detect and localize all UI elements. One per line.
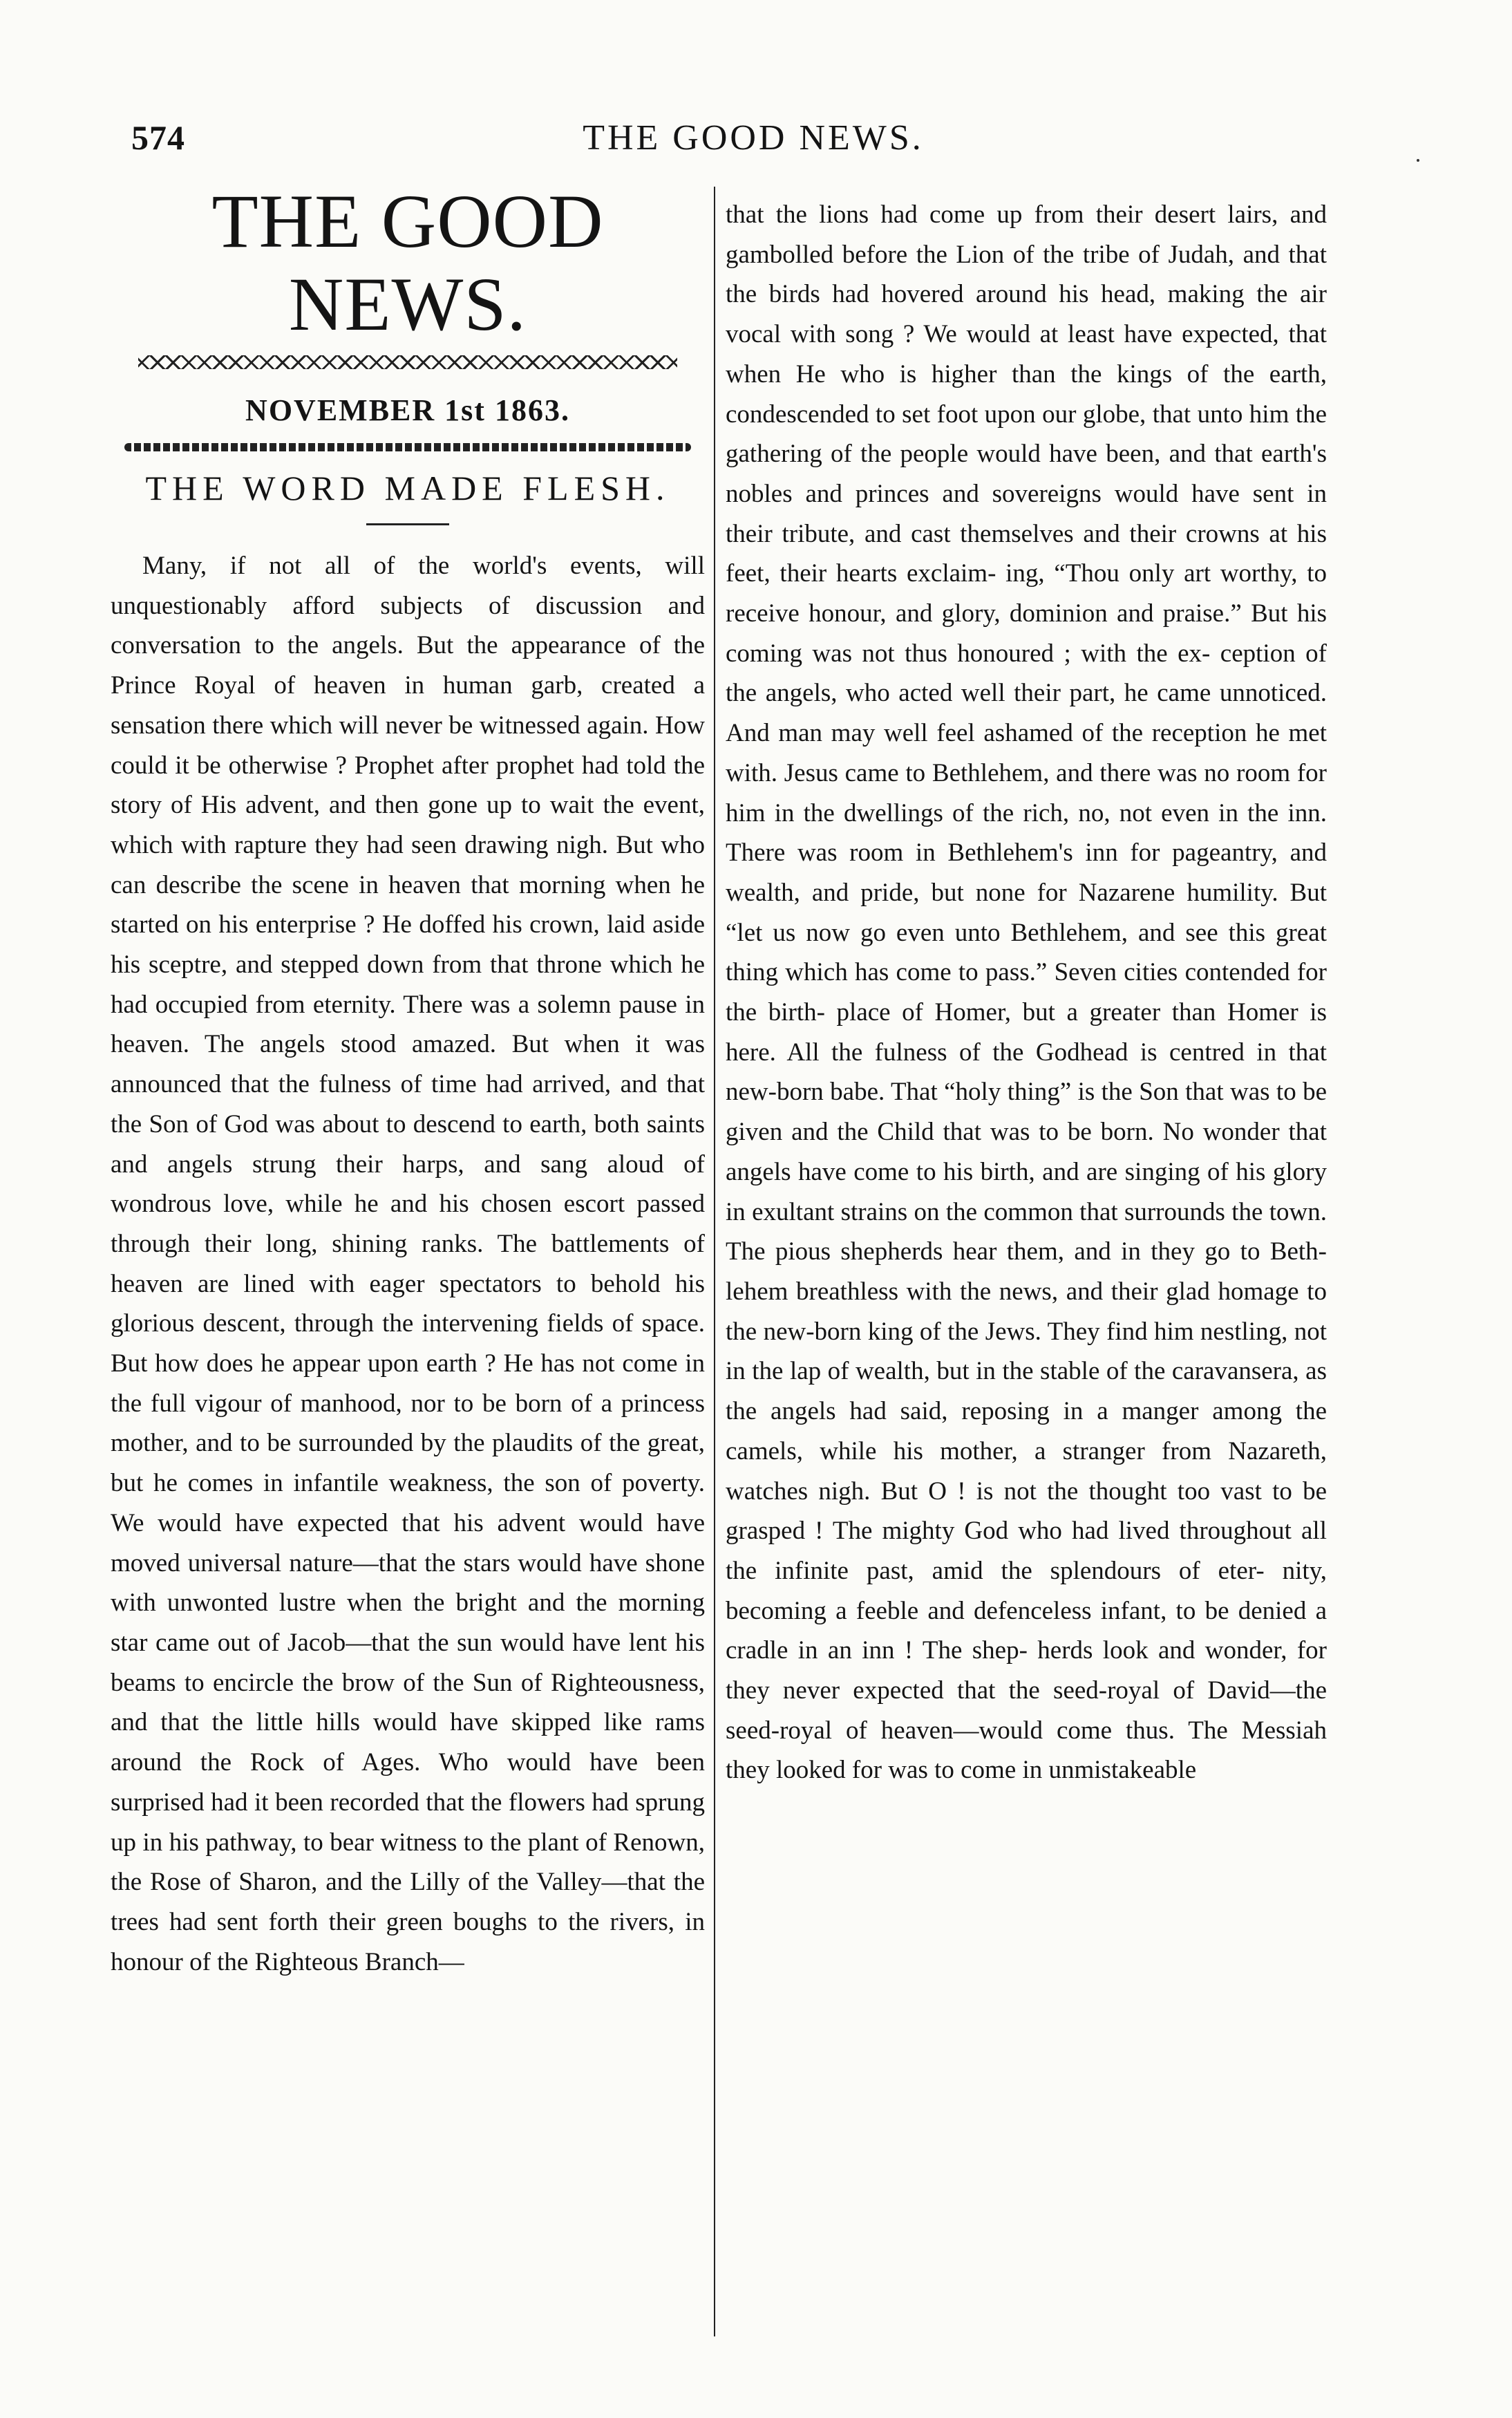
ornament-rule (138, 355, 677, 369)
left-column (111, 180, 705, 1982)
article-body-left: Many, if not all of the world's events, will unquestionably afford subjects of discussion and conversation to the angels. But the appearance of the Prince Royal of heaven in human garb, created a sensation there which will never be witnessed again. How could it be otherwise ? Prophet after prophet had told the story of His advent, and then gone up to wait the event, which with rapture they had seen drawing nigh. But who can describe the scene in heaven that morning when he started on his enterprise ? He doffed his crown, laid aside his sceptre, and stepped down from that throne which he had occupied from eternity. There was a solemn pause in heaven. The angels stood amazed. But when it was announced that the fulness of time had arrived, and that the Son of God was about to descend to earth, both saints and angels strung their harps, and sang aloud of wondrous love, while he and his chosen escort passed through their long, shining ranks. The battlements of heaven are lined with eager spectators to behold his glorious descent, through the intervening fields of space. But how does he appear upon earth ? He has not come in the full vigour of manhood, nor to be born of a princess mother, and to be surrounded by the plaudits of the great, but he comes in infantile weakness, the son of poverty. We would have expected that his advent would have moved universal nature—that the stars would have shone with unwonted lustre when the bright and the morning star came out of Jacob—that the sun would have lent his beams to encircle the brow of the Sun of Righteousness, and that the little hills would have skipped like rams around the Rock of Ages. Who would have been surprised had it been recorded that the flowers had sprung up in his pathway, to bear witness to the plant of Renown, the Rose of Sharon, and the Lilly of the Valley—that the trees had sent forth their green boughs to the rivers, in honour of the Righteous Branch— (111, 552, 705, 1976)
print-speck (1417, 159, 1419, 162)
page-number: 574 (131, 118, 185, 157)
column-divider (714, 187, 715, 2336)
article-title: THE WORD MADE FLESH. (145, 469, 670, 507)
title-rule (366, 523, 449, 525)
right-column (726, 195, 1327, 1790)
running-title: THE GOOD NEWS. (583, 118, 924, 158)
ornament-rule-2 (124, 443, 691, 451)
masthead-title: THE GOOD NEWS. (211, 179, 604, 346)
running-head (111, 118, 1396, 166)
issue-date: NOVEMBER 1st 1863. (245, 393, 570, 427)
article-body-right: that the lions had come up from their desert lairs, and gambolled before the Lion of the tribe of Judah, and that the birds had hovered around his head, making the air vocal with song ? We would at least have expected, that when He who is higher than the kings of the earth, condescended to set foot upon our globe, that unto him the gathering of the people would have been, and that earth's nobles and princes and sovereigns would have sent in their tribute, and cast themselves and their crowns at his feet, their hearts exclaim- ing, “Thou only art worthy, to receive honour, and glory, dominion and praise.” But his coming was not thus honoured ; with the ex- ception of the angels, who acted well their part, he came unnoticed. And man may well feel ashamed of the reception he met with. Jesus came to Bethlehem, and there was no room for him in the dwellings of the rich, no, not even in the inn. There was room in Bethlehem's inn for pageantry, and wealth, and pride, but none for Nazarene humility. But “let us now go even unto Bethlehem, and see this great thing which has come to pass.” Seven cities contended for the birth- place of Homer, but a greater than Homer is here. All the fulness of the Godhead is centred in that new-born babe. That “holy thing” is the Son that was to be given and the Child that was to be born. No wonder that angels have come to his birth, and are singing of his glory in exultant strains on the common that surrounds the town. The pious shepherds hear them, and in they go to Beth- lehem breathless with the news, and their glad homage to the new-born king of the Jews. They find him nestling, not in the lap of wealth, but in the stable of the caravansera, as the angels had said, reposing in a manger among the camels, while his mother, a stranger from Nazareth, watches nigh. But O ! is not the thought too vast to be grasped ! The mighty God who had lived throughout all the infinite past, amid the splendours of eter- nity, becoming a feeble and defenceless infant, to be denied a cradle in an inn ! The shep- herds look and wonder, for they never expected that the seed-royal of David—the seed-royal of heaven—would come thus. The Messiah they looked for was to come in unmistakeable (726, 200, 1327, 1785)
